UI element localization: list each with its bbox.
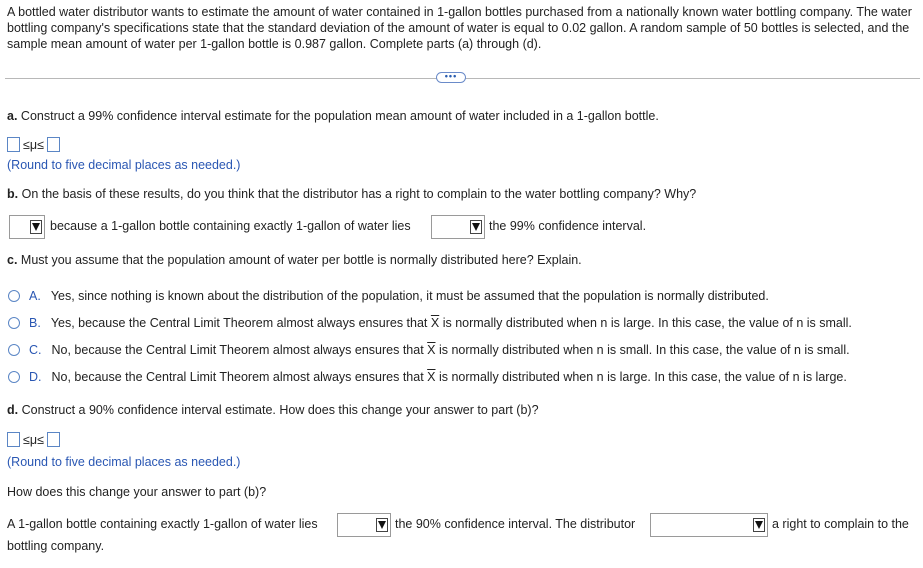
part-c-text: Must you assume that the population amount of water per bottle is normally distributed here? Explain. (20, 253, 582, 267)
show-more-button[interactable] (436, 72, 466, 83)
option-letter: C. (29, 343, 42, 357)
option-d[interactable] (8, 370, 847, 384)
part-d-sentence-end: a right to complain to the (772, 517, 909, 531)
part-d-sentence-middle: the 90% confidence interval. The distributor (395, 517, 636, 531)
radio-button[interactable] (8, 317, 20, 329)
option-c[interactable] (8, 343, 850, 357)
part-d-sentence-start: A 1-gallon bottle containing exactly 1-gallon of water lies (7, 517, 318, 531)
option-text: Yes, because the Central Limit Theorem almost always ensures that $\overline{X}$ is normally distributed when n is large. In this case, the value of n is small. (50, 316, 852, 330)
option-text: Yes, since nothing is known about the distribution of the population, it must be assumed that the population is normally distributed. (50, 289, 769, 303)
part-d-letter: d. (7, 403, 19, 417)
part-d-prompt (7, 403, 539, 417)
chevron-down-icon (376, 518, 388, 532)
more-dots-icon: ••• (444, 70, 458, 81)
part-d-distributor-dropdown[interactable] (650, 513, 768, 537)
part-d-sentence-wrap: bottling company. (7, 539, 105, 553)
part-d-upper-bound-input[interactable] (47, 432, 60, 447)
part-a-interval-row (7, 137, 60, 152)
part-b-lies-dropdown[interactable] (431, 215, 485, 239)
part-b-middle-text: because a 1-gallon bottle containing exactly 1-gallon of water lies (50, 219, 411, 233)
option-a[interactable] (8, 289, 769, 303)
problem-statement: A bottled water distributor wants to estimate the amount of water contained in 1-gallon bottles purchased from a nationally known water bottling company. The water bottling company's specifications state that the standard deviation of the amount of water is equal to 0.02 gallon. A random sample of 50 bottles is selected, and the sample mean amount of water per 1-gallon bottle is 0.987 gallon. Complete parts (a) through (d). (7, 5, 912, 51)
part-a-upper-bound-input[interactable] (47, 137, 60, 152)
chevron-down-icon (30, 220, 42, 234)
option-letter: B. (29, 316, 41, 330)
option-letter: D. (29, 370, 42, 384)
part-a-prompt (7, 109, 659, 123)
part-d-lower-bound-input[interactable] (7, 432, 20, 447)
part-d-interval-row (7, 432, 60, 447)
mu-inequality: ≤μ≤ (23, 137, 44, 152)
part-b-end-text: the 99% confidence interval. (489, 219, 647, 233)
part-b-complain-dropdown[interactable] (9, 215, 45, 239)
part-b-text: On the basis of these results, do you think that the distributor has a right to complain to the water bottling company? Why? (21, 187, 697, 201)
part-d-question: How does this change your answer to part (b)? (7, 485, 267, 499)
part-b-letter: b. (7, 187, 19, 201)
option-text: No, because the Central Limit Theorem almost always ensures that $\overline{X}$ is normally distributed when n is small. In this case, the value of n is small. (51, 343, 850, 357)
part-a-round-note: (Round to five decimal places as needed.) (7, 158, 241, 172)
part-a-lower-bound-input[interactable] (7, 137, 20, 152)
option-letter: A. (29, 289, 41, 303)
radio-button[interactable] (8, 290, 20, 302)
part-d-round-note: (Round to five decimal places as needed.) (7, 455, 241, 469)
part-d-text: Construct a 90% confidence interval estimate. How does this change your answer to part (b)? (21, 403, 539, 417)
radio-button[interactable] (8, 371, 20, 383)
part-c-letter: c. (7, 253, 18, 267)
part-d-lies-dropdown[interactable] (337, 513, 391, 537)
chevron-down-icon (753, 518, 765, 532)
option-b[interactable] (8, 316, 852, 330)
part-b-prompt (7, 187, 696, 201)
chevron-down-icon (470, 220, 482, 234)
mu-inequality: ≤μ≤ (23, 432, 44, 447)
part-c-prompt (7, 253, 582, 267)
option-text: No, because the Central Limit Theorem almost always ensures that $\overline{X}$ is normally distributed when n is large. In this case, the value of n is large. (51, 370, 847, 384)
part-a-text: Construct a 99% confidence interval estimate for the population mean amount of water included in a 1-gallon bottle. (20, 109, 659, 123)
radio-button[interactable] (8, 344, 20, 356)
part-a-letter: a. (7, 109, 18, 123)
